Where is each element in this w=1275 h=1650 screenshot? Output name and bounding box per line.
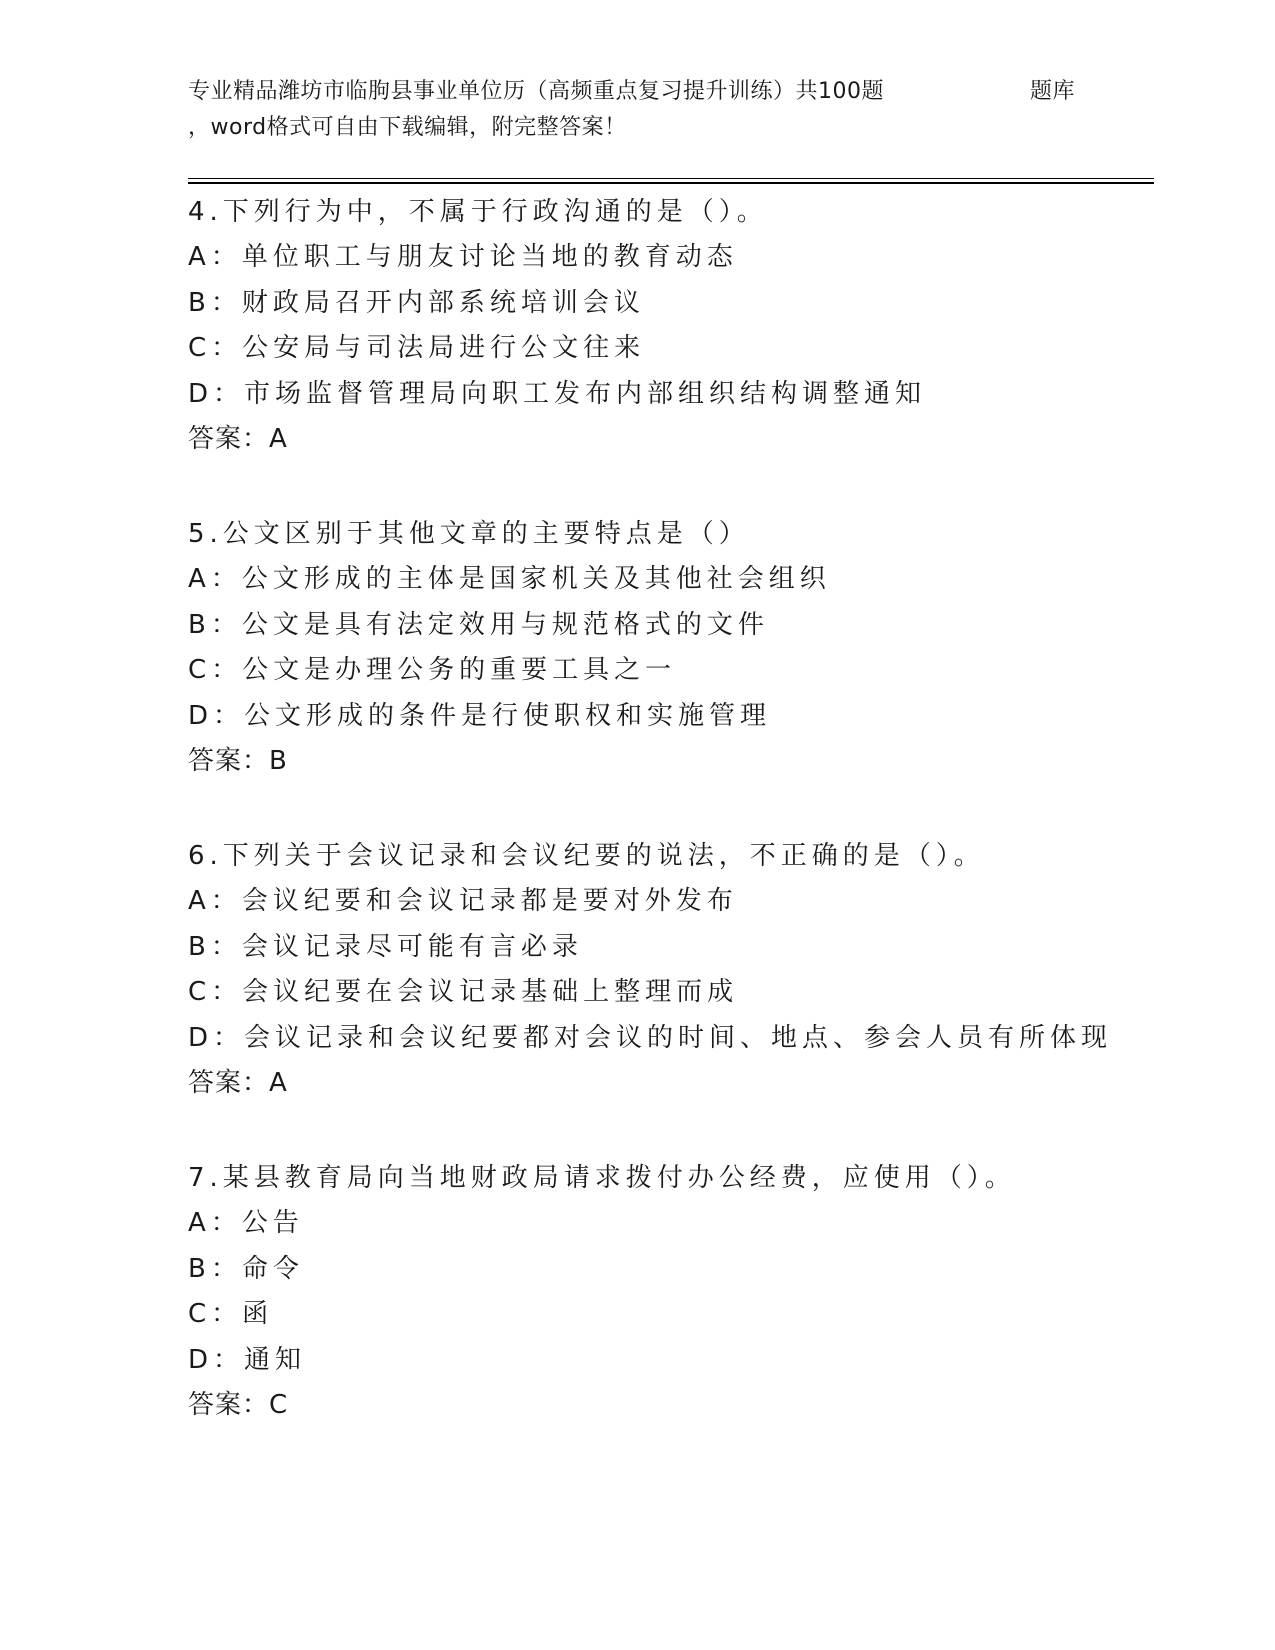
option-a: A：单位职工与朋友讨论当地的教育动态: [188, 242, 738, 272]
option-d: D：市场监督管理局向职工发布内部组织结构调整通知: [188, 378, 927, 409]
question-stem: 5.公文区别于其他文章的主要特点是（）: [188, 519, 750, 549]
header-title-line1: [188, 74, 1158, 110]
option-b: B：命令: [188, 1253, 304, 1284]
option-b: B：财政局召开内部系统培训会议: [188, 287, 645, 318]
answer-line: 答案：A: [188, 424, 288, 454]
page-header: [188, 74, 1158, 146]
option-d: D：会议记录和会议纪要都对会议的时间、地点、参会人员有所体现: [188, 1022, 1113, 1053]
question-stem: 7.某县教育局向当地财政局请求拨付办公经费，应使用（）。: [188, 1163, 1016, 1193]
option-a: A：公文形成的主体是国家机关及其他社会组织: [188, 564, 831, 594]
header-title-line2: ，word格式可自由下载编辑，附完整答案！: [188, 115, 627, 140]
option-c: C：公安局与司法局进行公文往来: [188, 333, 646, 363]
option-d: D：通知: [188, 1344, 307, 1375]
header-divider-thin: [188, 178, 1154, 179]
option-a: A：公告: [188, 1208, 304, 1238]
answer-line: 答案：B: [188, 746, 288, 776]
option-b: B：会议记录尽可能有言必录: [188, 931, 583, 962]
answer-line: 答案：C: [188, 1390, 289, 1420]
answer-line: 答案：A: [188, 1068, 288, 1098]
option-b: B：公文是具有法定效用与规范格式的文件: [188, 609, 769, 640]
option-a: A：会议纪要和会议记录都是要对外发布: [188, 886, 738, 916]
question-item: [188, 834, 1168, 1106]
header-divider-thick: [188, 182, 1154, 184]
option-c: C：公文是办理公务的重要工具之一: [188, 655, 677, 685]
header-tag: 题库: [1030, 79, 1076, 104]
question-item: [188, 190, 1168, 462]
question-list: [188, 190, 1168, 1478]
option-c: C：会议纪要在会议记录基础上整理而成: [188, 977, 739, 1007]
header-title-text: 专业精品潍坊市临朐县事业单位历（高频重点复习提升训练）共100题: [188, 79, 884, 104]
option-d: D：公文形成的条件是行使职权和实施管理: [188, 700, 772, 731]
question-item: [188, 1156, 1168, 1428]
option-c: C：函: [188, 1299, 274, 1329]
question-item: [188, 512, 1168, 784]
question-stem: 6.下列关于会议记录和会议纪要的说法，不正确的是（）。: [188, 841, 985, 871]
question-stem: 4.下列行为中，不属于行政沟通的是（）。: [188, 197, 768, 227]
